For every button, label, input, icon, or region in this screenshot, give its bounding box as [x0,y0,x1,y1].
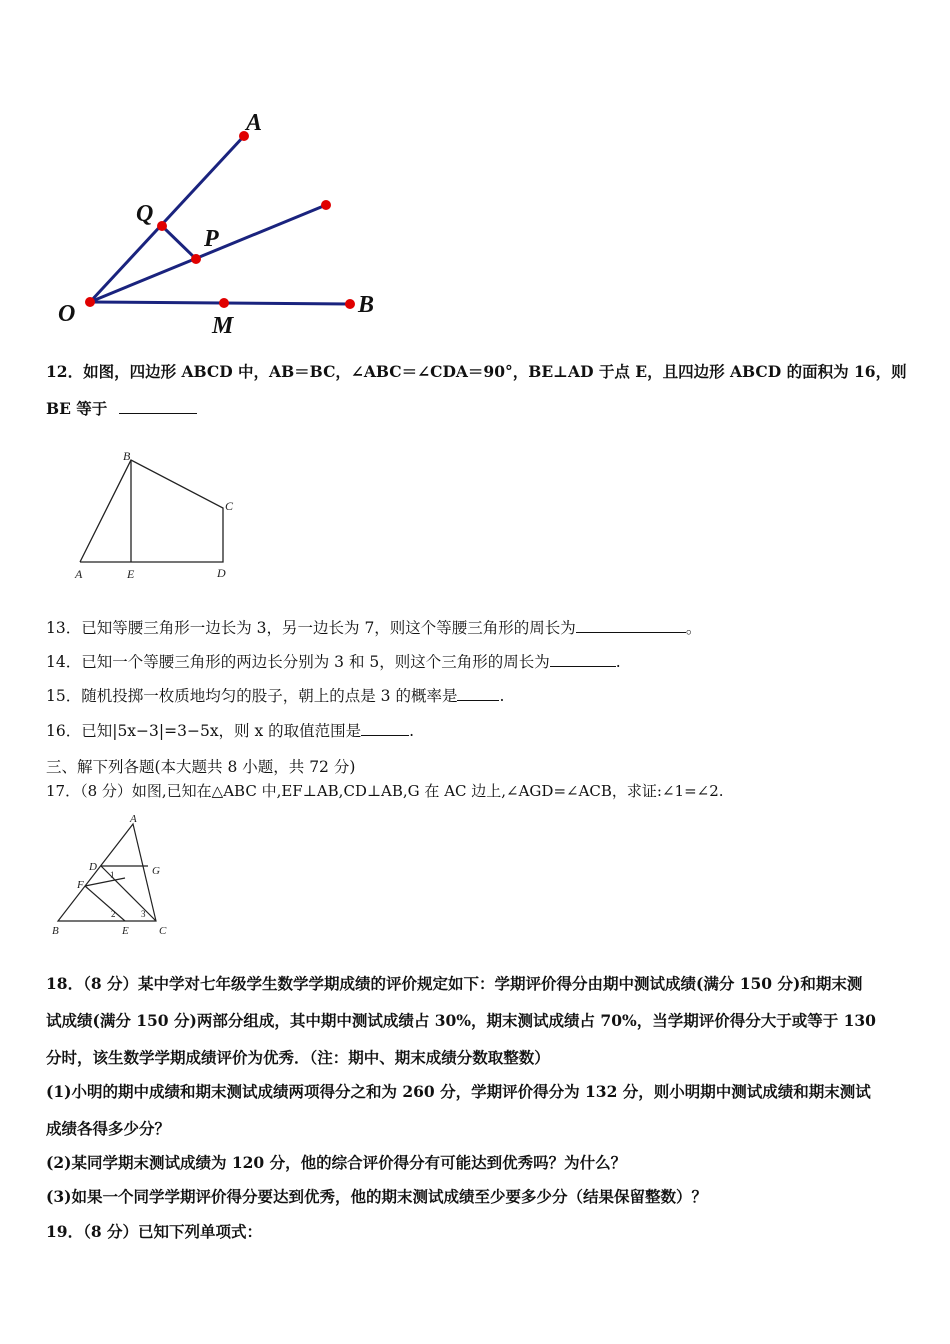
question-18-line-3: 分时，该生数学学期成绩评价为优秀．（注：期中、期末成绩分数取整数） [46,1048,550,1067]
question-18-sub-3: (3)如果一个同学学期评价得分要达到优秀，他的期末测试成绩至少要多少分（结果保留整数）？ [46,1187,707,1206]
point-c [321,200,331,210]
question-15-text: 15．随机投掷一枚质地均匀的股子，朝上的点是 3 的概率是 [46,687,458,705]
question-18-sub-1-line-1: (1)小明的期中成绩和期末测试成绩两项得分之和为 260 分，学期评价得分为 132 分，则小明期中测试成绩和期末测试 [46,1082,871,1101]
label-e: E [127,567,135,581]
question-15 [46,684,504,706]
label-a: A [75,567,83,581]
answer-blank-16 [361,721,409,736]
question-16-text: 16．已知|5x−3|=3−5x，则 x 的取值范围是 [46,722,362,740]
point-o [85,297,95,307]
ray-op [90,205,326,302]
question-18-sub-2: (2)某同学期末测试成绩为 120 分，他的综合评价得分有可能达到优秀吗？为什么？ [46,1153,627,1172]
answer-blank-14 [550,652,616,667]
figure-angle-aob [40,100,400,350]
segment-ef [85,886,125,921]
question-13 [46,616,701,638]
answer-blank-15 [457,686,499,701]
question-16 [46,719,414,741]
label-a: A [130,813,137,825]
segment-qp [162,226,196,259]
label-m: M [212,313,234,339]
question-12-text: BE 等于 [46,399,108,418]
question-19: 19．（8 分）已知下列单项式： [46,1222,263,1241]
point-q [157,221,167,231]
question-14 [46,650,621,672]
label-b: B [358,292,375,318]
label-d: D [217,566,226,580]
label-g: G [152,865,160,877]
angle-2: 2 [111,909,116,919]
question-14-tail: . [615,653,621,671]
quadrilateral-outline [80,460,223,562]
point-m [219,298,229,308]
angle-1: 1 [110,870,115,880]
angle-3: 3 [141,909,146,919]
section-3-title: 三、解下列各题(本大题共 8 小题，共 72 分) [46,758,356,776]
answer-blank-12 [119,399,197,414]
question-13-tail: 。 [685,619,702,637]
label-e: E [122,925,129,937]
label-b: B [52,925,59,937]
ray-oa [90,136,244,302]
question-15-tail: . [499,687,505,705]
label-o: O [58,301,76,327]
question-18-sub-1-line-2: 成绩各得多少分？ [46,1119,171,1138]
label-d: D [89,861,97,873]
point-b [345,299,355,309]
label-b: B [123,449,131,463]
question-14-text: 14．已知一个等腰三角形的两边长分别为 3 和 5，则这个三角形的周长为 [46,653,550,671]
question-16-tail: . [409,722,415,740]
label-c: C [159,925,167,937]
label-p: P [204,226,219,252]
answer-blank-13 [576,618,686,633]
point-p [191,254,201,264]
question-12-line-1: 12．如图，四边形 ABCD 中，AB＝BC，∠ABC＝∠CDA＝90°，BE⊥AD 于点 E，且四边形 ABCD 的面积为 16，则 [46,362,907,381]
label-a: A [246,110,263,136]
figure-triangle-abc [45,810,185,940]
label-c: C [225,499,234,513]
question-18-line-2: 试成绩(满分 150 分)两部分组成，其中期中测试成绩占 30%，期末测试成绩占 70%，当学期评价得分大于或等于 130 [46,1011,876,1030]
question-13-text: 13．已知等腰三角形一边长为 3，另一边长为 7，则这个等腰三角形的周长为 [46,619,576,637]
label-f: F [77,879,84,891]
figure-quadrilateral-abcd [60,440,260,590]
label-q: Q [136,201,154,227]
question-18-line-1: 18．（8 分）某中学对七年级学生数学学期成绩的评价规定如下：学期评价得分由期中测试成绩(满分 150 分)和期末测 [46,974,863,993]
question-17: 17．（8 分）如图,已知在△ABC 中,EF⊥AB,CD⊥AB,G 在 AC 边上,∠AGD=∠ACB，求证:∠1=∠2. [46,782,724,800]
question-12-line-2 [46,397,197,419]
